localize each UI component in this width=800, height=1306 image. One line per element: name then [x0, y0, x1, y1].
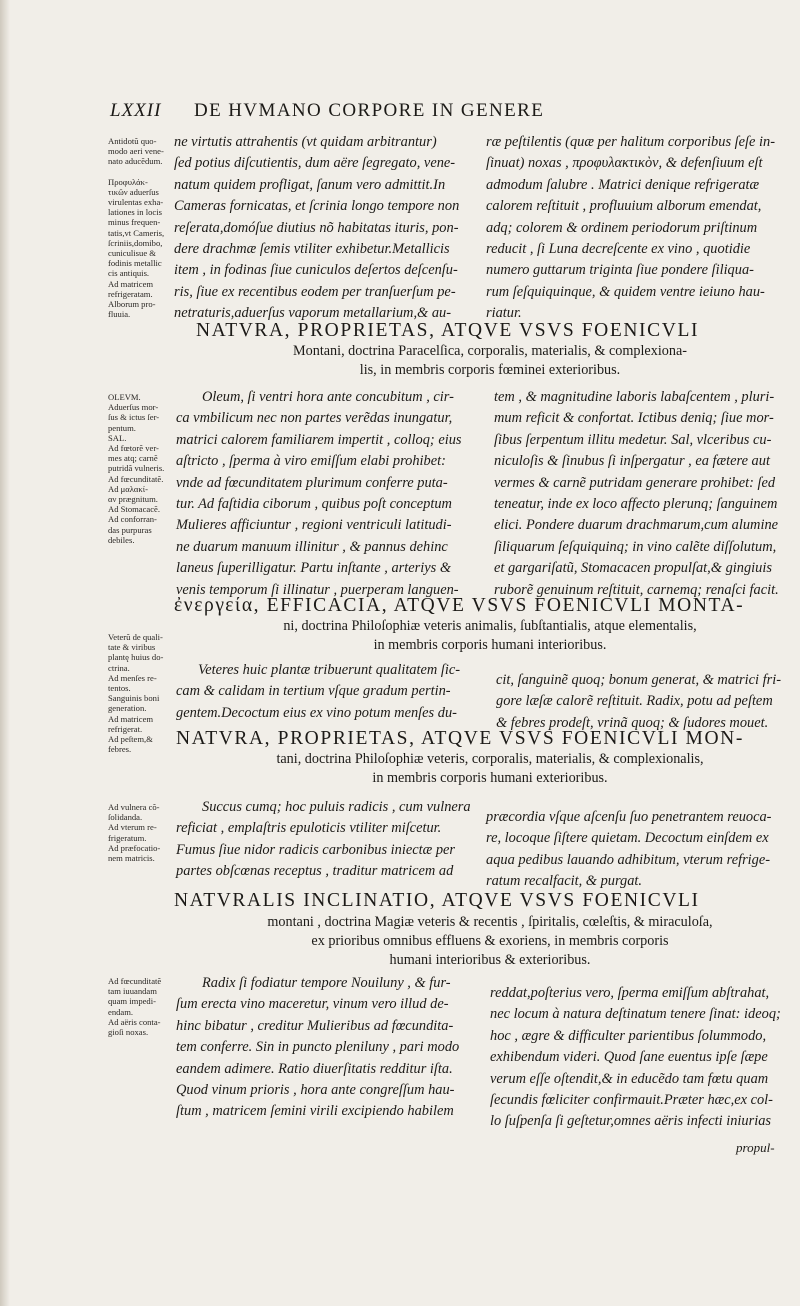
margin-note: ſus & ictus ſer-	[108, 412, 160, 423]
text-line: adq; colorem & ordinem periodorum priſtinum	[486, 219, 758, 236]
margin-note: ctrina.	[108, 662, 130, 673]
body-column-left-1	[174, 132, 459, 325]
margin-note: fodinis metallic	[108, 258, 162, 269]
margin-note: Ad fœcunditatẽ	[108, 976, 162, 986]
margin-note: cuniculisue &	[108, 248, 156, 259]
text-line: hinc bibatur , creditur Mulieribus ad fœcundita-	[176, 1017, 454, 1034]
margin-note: Ad vterum re-	[108, 822, 157, 833]
text-line: ræ peſtilentis (quæ per halitum corporibus ſeſe in-	[486, 134, 775, 150]
margin-note: putridã vulneris.	[108, 463, 165, 474]
text-line: lo ſuſpenſa ſi geſtetur,omnes aëris infecti iniurias	[490, 1113, 771, 1130]
text-line: calorem reſtituit , profluuium alborum emendat,	[486, 198, 762, 215]
margin-notes-4	[108, 802, 160, 863]
section-heading-3: NATVRA, PROPRIETAS, ATQVE VSVS FOENICVLI MON-	[176, 728, 744, 749]
text-line: riatur.	[486, 305, 522, 322]
margin-note: Ad aëris conta-	[108, 1016, 161, 1027]
running-header	[110, 100, 710, 122]
margin-note: virulentas exha-	[108, 197, 164, 208]
subheading-line: ni, doctrina Philoſophiæ veteris animalis, ſubſtantialis, atque elementalis,	[283, 618, 697, 634]
page-gutter-shadow	[0, 0, 10, 1306]
text-line: ris, ſiue ex recentibus eodem per tranſuerſum pe-	[174, 283, 456, 300]
margin-note: minus frequen-	[108, 217, 161, 228]
text-line: hoc , ægre & difficulter parientibus ſolummodo,	[490, 1027, 767, 1044]
margin-note: refrigerat.	[108, 723, 143, 734]
text-line: aſtricto , ſperma à viro emiſſum elabi prohibet:	[176, 453, 446, 470]
text-line: gore læſæ calorẽ reſtituit. Radix, potu ad peſtem	[496, 693, 773, 710]
margin-note: tam iuuandam	[108, 986, 157, 997]
text-line: venis temporum ſi illinatur , puerperam languen-	[176, 581, 459, 598]
text-line: ſum erecta vino maceretur, vinum vero illud de-	[176, 996, 449, 1013]
margin-note: gioſi noxas.	[108, 1027, 149, 1038]
subheading-line: tani, doctrina Philoſophiæ veteris, corporalis, materialis, & complexionalis,	[276, 751, 704, 767]
margin-note: tatis,vt Cameris,	[108, 227, 165, 238]
margin-note: Ad menſes re-	[108, 672, 157, 683]
text-line: Quod vinum prioris , hora ante congreſſum hau-	[176, 1081, 455, 1098]
margin-note: Ad μαλακί-	[108, 483, 148, 494]
section-subheading-1	[180, 342, 800, 380]
margin-note: pentum.	[108, 422, 136, 433]
catchword: propul-	[736, 1140, 775, 1155]
body-column-right-5	[490, 983, 781, 1133]
margin-note: Ad fœtorẽ ver-	[108, 443, 159, 454]
margin-note: Veterũ de quali-	[108, 632, 163, 642]
text-line: Mulieres afficiuntur , regioni ventriculi latitudi-	[176, 517, 452, 534]
text-line: niculoſis & ſinubus ſi inſpergatur , ea fætere aut	[494, 453, 770, 470]
body-column-right-1	[486, 132, 775, 325]
margin-note: tate & viribus	[108, 642, 156, 653]
text-line: cit, ſanguinẽ quoq; bonum generat, & matrici fri-	[496, 672, 781, 688]
text-line: reddat,poſterius vero, ſperma emiſſum abſtrahat,	[490, 985, 770, 1001]
margin-note: cis antiquis.	[108, 268, 150, 279]
margin-note: Ad conforran-	[108, 514, 157, 525]
margin-note: lationes in locis	[108, 207, 162, 218]
text-line: nec locum à natura deſtinatum tenere ſinat: ideoq;	[490, 1006, 781, 1023]
margin-notes-2	[108, 392, 164, 545]
text-line: ratum recalfacit, & purgat.	[486, 873, 643, 890]
margin-note: Ad vulnera cõ-	[108, 802, 160, 812]
subheading-line: montani , doctrina Magiæ veteris & recentis , ſpiritalis, cœleſtis, & miraculoſa,	[267, 914, 713, 930]
section-subheading-4	[180, 913, 800, 969]
text-line: cam & calidam in tertium vſque gradum pertin-	[176, 683, 451, 700]
section-heading-4: NATVRALIS INCLINATIO, ATQVE VSVS FOENICVLI	[174, 890, 700, 911]
margin-note: nem matricis.	[108, 853, 155, 864]
text-line: partes obſcœnas receptus , traditur matricem ad	[176, 863, 454, 880]
section-heading-2: ἐνεργεία, EFFICACIA, ATQVE VSVS FOENICVLI MONTA-	[174, 595, 745, 616]
running-title: DE HVMANO CORPORE IN GENERE	[194, 100, 545, 121]
margin-note: Ad præfocatio-	[108, 842, 161, 853]
margin-note: nato aducẽdum.	[108, 156, 163, 167]
text-line: aqua pedibus lauando adhibitum, vterum refrige-	[486, 851, 771, 868]
text-line: ca vmbilicum nec non partes verẽdas inungatur,	[176, 410, 453, 427]
text-line: tur. Ad faſtidia ciborum , quibus poſt conceptum	[176, 495, 452, 512]
margin-note: tentos.	[108, 683, 131, 694]
text-line: verum eſſe oſtendit,& in educẽdo tam fœtu quam	[490, 1070, 769, 1087]
margin-note: Ad Stomacacẽ.	[108, 504, 161, 515]
margin-note: Ad peſtem,&	[108, 734, 153, 745]
body-column-left-5	[176, 973, 459, 1123]
text-line: Succus cumq; hoc puluis radicis , cum vulnera	[202, 799, 471, 815]
text-line: dere drachmæ ſemis vtiliter exhibetur.Metallicis	[174, 240, 450, 257]
margin-note: OLEVM.	[108, 392, 141, 402]
margin-note: Alborum pro-	[108, 299, 156, 310]
margin-note: Ad fœcunditatẽ.	[108, 473, 164, 484]
margin-note: Aduerſus mor-	[108, 402, 159, 413]
section-subheading-3	[180, 750, 800, 788]
margin-note: mes atq; carnẽ	[108, 453, 158, 464]
text-line: ruborẽ genuinum reſtituit, carnemq; renaſci facit.	[494, 581, 779, 598]
margin-note: debiles.	[108, 534, 135, 545]
text-line: Cameras fornicatas, et ſcrinia longo tempore non	[174, 198, 460, 215]
margin-note: SAL.	[108, 432, 127, 443]
subheading-line: in membris corporis humani exterioribus.	[372, 769, 608, 786]
margin-note: ſcriniis,domibo,	[108, 237, 163, 248]
section-heading-1: NATVRA, PROPRIETAS, ATQVE VSVS FOENICVLI	[196, 320, 700, 341]
body-column-right-2	[494, 387, 779, 601]
margin-note: fluuia.	[108, 309, 131, 320]
text-line: admodum ſalubre . Matrici denique refrigeratæ	[486, 176, 760, 193]
subheading-line: lis, in membris corporis fœminei exterioribus.	[359, 361, 621, 378]
text-line: reſerata,domóſue diutius nõ habitatas ituris, pon-	[174, 219, 459, 236]
text-line: numero guttarum triginta ſiue pondere ſiliqua-	[486, 262, 754, 279]
margin-note: quam impedi-	[108, 996, 156, 1007]
text-line: ſtum , matricem ſemini virili excipiendo habilem	[176, 1103, 454, 1120]
text-line: teneatur, inde ex loco affecto plerunq; ſanguinem	[494, 495, 778, 512]
margin-notes-1	[108, 136, 164, 319]
margin-notes-5	[108, 976, 161, 1037]
body-column-right-3	[496, 670, 781, 734]
text-line: & febres prodeſt, vrinã quoq; & ſudores mouet.	[496, 714, 769, 731]
page-number: LXXII	[110, 100, 162, 121]
margin-note: Ad matricem	[108, 278, 154, 289]
text-line: eandem adimere. Ratio diuerſitatis redditur iſta.	[176, 1060, 453, 1077]
margin-note: Προφυλάκ-	[108, 176, 148, 187]
text-line: Radix ſi fodiatur tempore Nouiluny , & fur-	[202, 975, 451, 991]
margin-note: refrigeratam.	[108, 288, 153, 299]
text-line: matrici calorem familiarem impertit , colloq; eius	[176, 431, 462, 448]
margin-note: τικῶν aduerſus	[108, 186, 159, 197]
text-line: tem conferre. Sin in puncto pleniluny , pari modo	[176, 1039, 460, 1056]
margin-note: plantę huius do-	[108, 652, 164, 663]
margin-note: endam.	[108, 1006, 134, 1017]
text-line: Fumus ſiue nidor radicis carbonibus iniectæ per	[176, 841, 456, 858]
margin-note: frigeratum.	[108, 832, 147, 843]
margin-note: febres.	[108, 744, 132, 755]
text-line: Veteres huic plantæ tribuerunt qualitatem ſic-	[198, 662, 461, 678]
margin-note: Ad matricem	[108, 713, 154, 724]
body-column-left-4	[176, 797, 471, 883]
text-line: item , in fodinas ſiue cuniculos deſertos deſcenſu-	[174, 262, 458, 279]
text-line: ſed potius diſcutientis, dum aëre ſegregato, vene-	[174, 155, 456, 172]
margin-note: das purpuras	[108, 524, 152, 535]
text-line: natum quidem profligat, ſanum vero admittit.In	[174, 176, 446, 193]
text-line: laneus ſuperilligatur. Partu inſtante , arteriys &	[176, 560, 452, 577]
text-line: reducit , ſi Luna decreſcente ex vino , quotidie	[486, 240, 751, 257]
subheading-line: in membris corporis humani interioribus.	[373, 636, 607, 653]
text-line: et gargariſatũ, Stomacacen propulſat,& gingiuis	[494, 560, 772, 577]
text-line: gentem.Decoctum eius ex vino potum menſes du-	[176, 704, 457, 721]
margin-note: Antidotũ quo-	[108, 136, 157, 146]
subheading-line: ex prioribus omnibus effluens & exoriens, in membris corporis	[311, 932, 669, 949]
text-line: vnde ad fœcunditatem plurimum conferre puta-	[176, 474, 448, 491]
subheading-line: Montani, doctrina Paracelſica, corporalis, materialis, & complexiona-	[293, 343, 687, 359]
text-line: elici. Pondere duarum drachmarum,cum alumine	[494, 517, 779, 534]
text-line: ne virtutis attrahentis (vt quidam arbitrantur)	[174, 134, 437, 150]
margin-note: Sanguinis boni	[108, 693, 160, 704]
margin-note: ſolidanda.	[108, 812, 143, 823]
text-line: ſinuat) noxas , προφυλακτικὸν, & defenſiuum eſt	[486, 155, 763, 172]
margin-note: generation.	[108, 703, 147, 714]
body-column-right-4	[486, 807, 771, 893]
margin-note	[108, 167, 164, 177]
section-subheading-2	[180, 617, 800, 655]
text-line: vermes & carnẽ putridam generare prohibet: ſed	[494, 474, 776, 491]
text-line: præcordia vſque aſcenſu ſuo penetrantem reuoca-	[486, 809, 772, 825]
body-column-left-2	[176, 387, 462, 601]
text-line: ne duarum manuum illinitur , & pannus dehinc	[176, 538, 448, 555]
subheading-line: humani interioribus & exterioribus.	[389, 951, 591, 968]
text-line: netraturis,aduerſus vaporum metallarium,& au-	[174, 305, 452, 322]
text-line: ſecundis fœliciter confirmauit.Præter hæc,ex col-	[490, 1091, 773, 1108]
text-line: mum reficit & confortat. Ictibus deniq; ſiue mor-	[494, 410, 774, 427]
body-column-left-3	[176, 660, 460, 724]
margin-note: αν prægnitum.	[108, 494, 158, 505]
text-line: re, locoque ſiſtere quietam. Decoctum einſdem ex	[486, 830, 769, 847]
text-line: Oleum, ſi ventri hora ante concubitum , cir-	[202, 389, 454, 405]
text-line: ſiliquarum ſeſquiquinq; in vino calẽte diſſolutum,	[494, 538, 777, 555]
margin-notes-3	[108, 632, 163, 754]
text-line: ſibus ſerpentum illitu medetur. Sal, vlceribus cu-	[494, 431, 772, 448]
margin-note: modo aeri vene-	[108, 146, 164, 157]
text-line: rum ſeſquiquinque, & quidem ventre ieiuno hau-	[486, 283, 765, 300]
text-line: exhibendum videri. Quod ſane euentus ipſe ſæpe	[490, 1049, 768, 1066]
text-line: reficiat , emplaſtris epuloticis vtiliter miſcetur.	[176, 820, 442, 837]
text-line: tem , & magnitudine laboris labaſcentem , pluri-	[494, 389, 775, 405]
